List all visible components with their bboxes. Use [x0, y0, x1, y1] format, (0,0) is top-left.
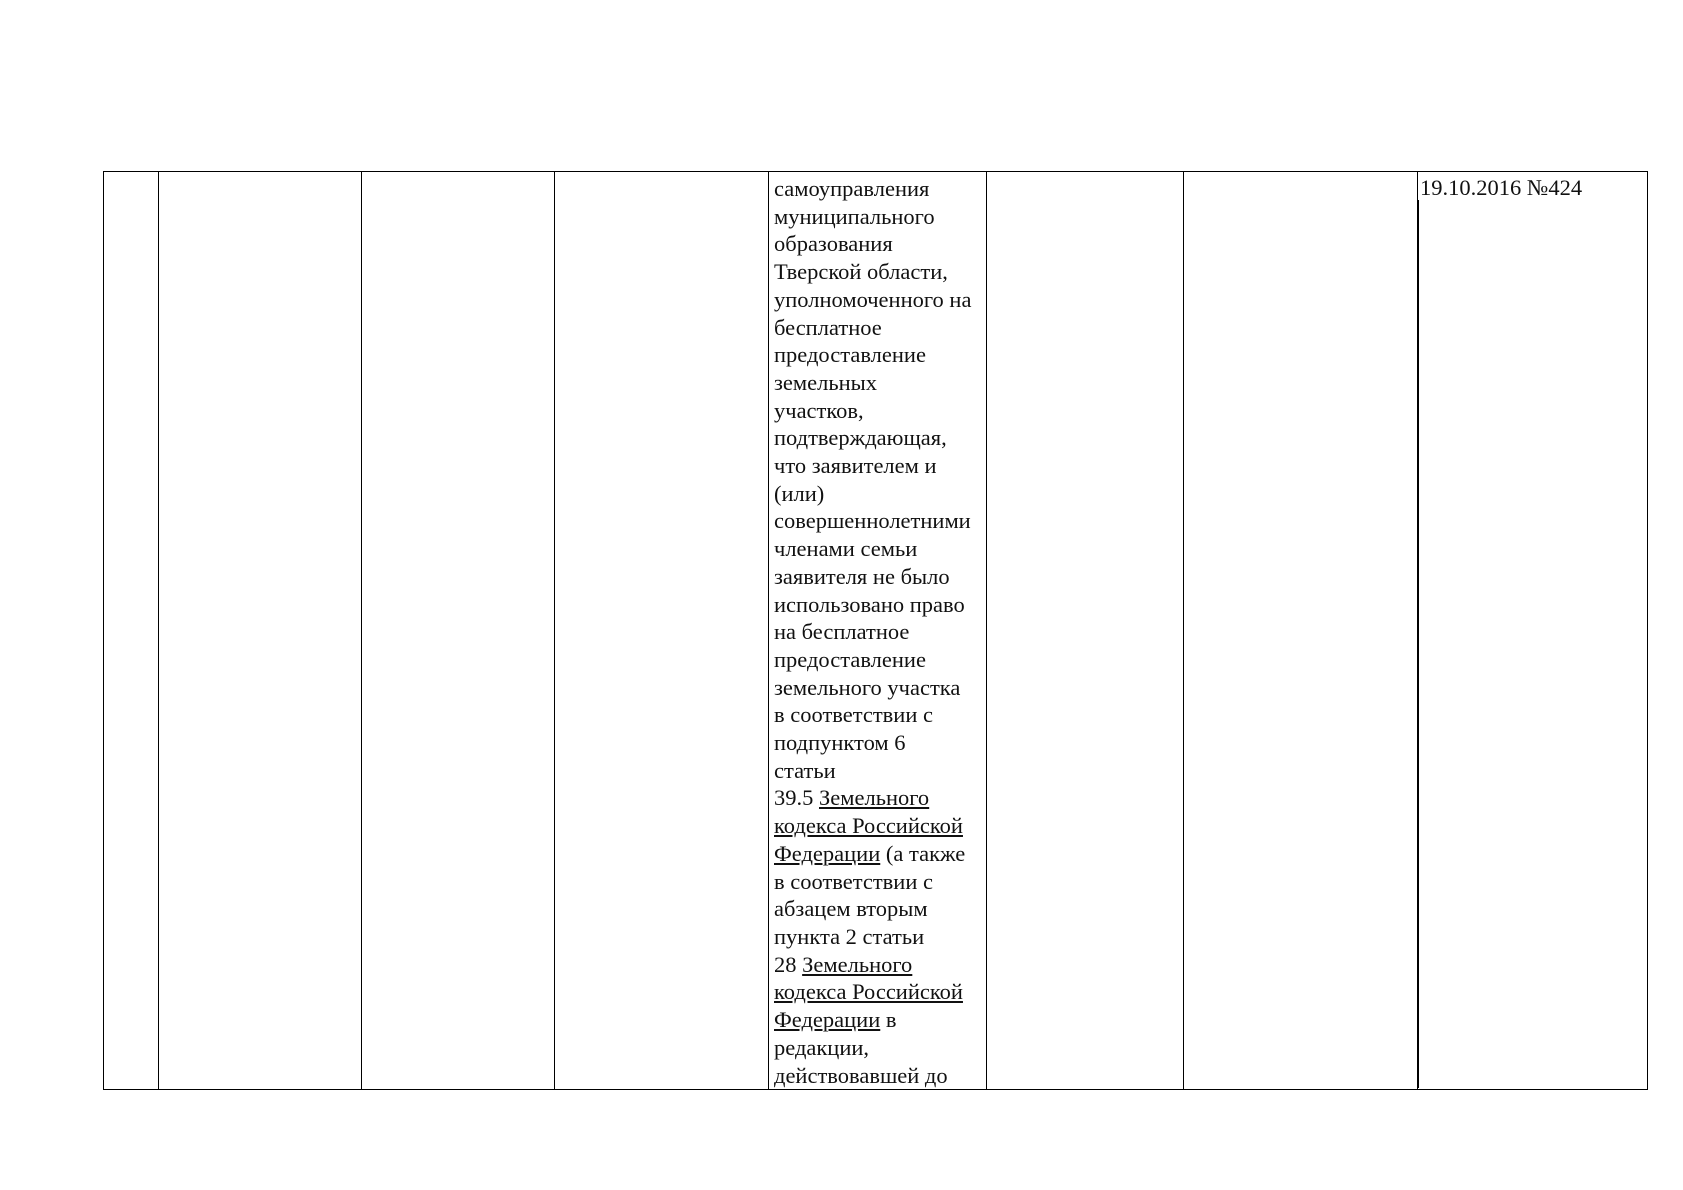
land-code-link[interactable]: Федерации	[774, 840, 881, 866]
text-line: совершеннолетними	[774, 508, 971, 534]
text-line: предоставление	[774, 646, 926, 672]
text-line: использовано право	[774, 591, 965, 617]
table-row	[104, 172, 1648, 1090]
table-cell-empty	[362, 172, 555, 1090]
text-line: на бесплатное	[774, 619, 910, 645]
table-cell-empty	[987, 172, 1184, 1090]
land-code-link[interactable]: Федерации	[774, 1007, 881, 1033]
text-line: подпунктом 6	[774, 730, 906, 756]
text-line: редакции,	[774, 1034, 870, 1060]
land-code-link[interactable]: Земельного	[802, 951, 913, 977]
land-code-link[interactable]: кодекса Российской	[774, 979, 963, 1005]
decree-date-reference: 19.10.2016 №424	[1420, 175, 1583, 200]
table-cell-empty	[1184, 172, 1418, 1090]
text-line: пункта 2 статьи	[774, 923, 925, 949]
text-line: предоставление	[774, 342, 926, 368]
text-line: Тверской области,	[774, 259, 948, 285]
text-line: абзацем вторым	[774, 896, 928, 922]
text-line: участков,	[774, 397, 864, 423]
text-line: членами семьи	[774, 536, 918, 562]
text-line: бесплатное	[774, 314, 882, 340]
text-line: земельного участка	[774, 674, 961, 700]
text-line: в соответствии с	[774, 868, 933, 894]
table-cell-empty	[159, 172, 362, 1090]
text-line-with-link	[774, 951, 986, 979]
table-cell-number	[104, 172, 159, 1090]
text-line: уполномоченного на	[774, 286, 972, 312]
document-table	[103, 171, 1648, 1090]
text-line: статьи	[774, 757, 836, 783]
table-cell-empty	[555, 172, 769, 1090]
document-description-text	[769, 172, 986, 1089]
text-line: заявителя не было	[774, 563, 950, 589]
text-line-with-link	[774, 978, 986, 1006]
table-cell-legal-reference	[1418, 172, 1648, 1090]
text-line: подтверждающая,	[774, 425, 947, 451]
text-line: образования	[774, 231, 893, 257]
text-line-with-link	[774, 812, 986, 840]
text-line: муниципального	[774, 203, 935, 229]
text-line: земельных	[774, 369, 877, 395]
land-code-link[interactable]: кодекса Российской	[774, 813, 963, 839]
text-line: в соответствии с	[774, 702, 933, 728]
text-line: самоуправления	[774, 176, 930, 201]
text-line: (или)	[774, 480, 825, 506]
ref-suffix: в	[880, 1007, 897, 1033]
text-line: действовавшей до	[774, 1062, 948, 1088]
text-line: что заявителем и	[774, 453, 937, 479]
text-line-with-link	[774, 840, 986, 868]
text-line-with-link	[774, 784, 986, 812]
ref-suffix: (а также	[880, 840, 966, 866]
ref-prefix: 39.5	[774, 785, 819, 811]
table-cell-document-description	[769, 172, 987, 1090]
ref-prefix: 28	[774, 951, 803, 977]
land-code-link[interactable]: Земельного	[819, 785, 930, 811]
text-line-with-link	[774, 1006, 986, 1034]
